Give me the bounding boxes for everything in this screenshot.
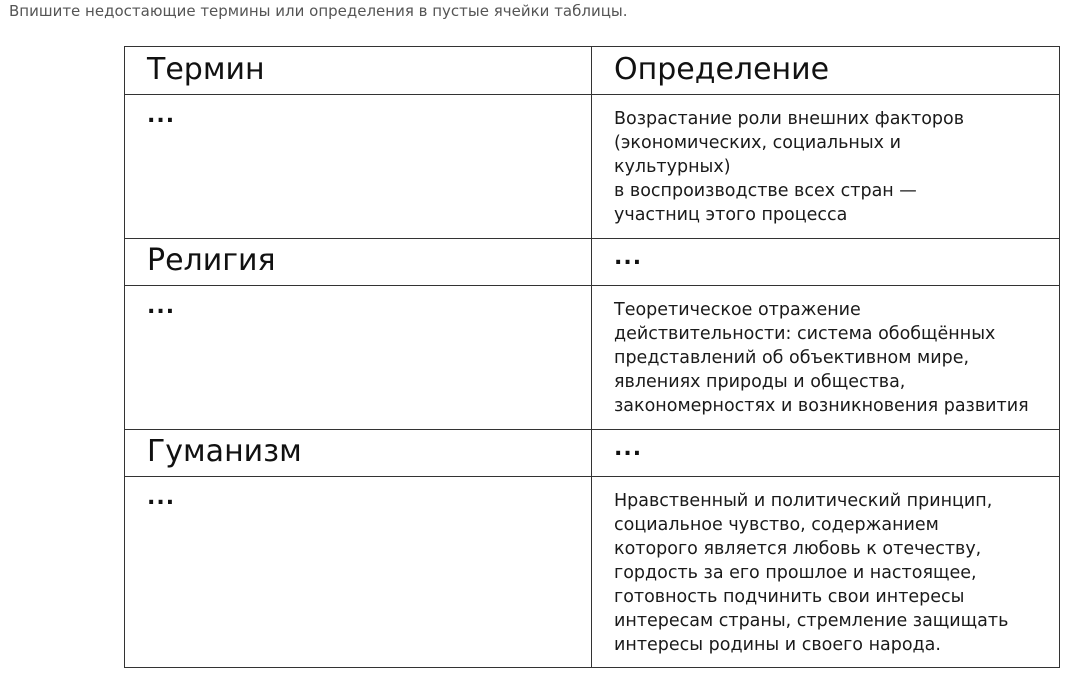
term-cell: Гуманизм xyxy=(125,430,592,477)
definition-text: Нравственный и политический принцип, социальное чувство, содержанием которого является любовь к отечеству, гордость за его прошлое и настоящее, готовность подчинить свои интересы интересам страны, стремление защищать интересы родины и своего народа. xyxy=(614,491,1009,655)
table-row xyxy=(125,95,1060,239)
table-header-row xyxy=(125,47,1060,95)
definition-cell-empty[interactable] xyxy=(592,239,1060,286)
term-cell-empty[interactable] xyxy=(125,477,592,668)
term-cell: Религия xyxy=(125,239,592,286)
task-instruction: Впишите недостающие термины или определения в пустые ячейки таблицы. xyxy=(9,2,628,20)
definition-cell xyxy=(592,286,1060,430)
missing-term-placeholder: ... xyxy=(147,294,176,319)
table-row xyxy=(125,239,1060,286)
table-row xyxy=(125,477,1060,668)
table-row xyxy=(125,430,1060,477)
header-term: Термин xyxy=(125,47,592,95)
definition-text: Возрастание роли внешних факторов (экономических, социальных и культурных) в воспроизводстве всех стран — участниц этого процесса xyxy=(614,109,965,225)
definition-cell xyxy=(592,477,1060,668)
missing-term-placeholder: ... xyxy=(147,485,176,510)
definition-text: Теоретическое отражение действительности: система обобщённых представлений об объективном мире, явлениях природы и общества, закономерностях и возникновения развития xyxy=(614,300,1029,416)
definition-cell-empty[interactable] xyxy=(592,430,1060,477)
definition-cell xyxy=(592,95,1060,239)
missing-term-placeholder: ... xyxy=(147,103,176,128)
missing-definition-placeholder: ... xyxy=(614,245,643,270)
terms-definitions-table xyxy=(124,46,1060,668)
term-cell-empty[interactable] xyxy=(125,95,592,239)
table-row xyxy=(125,286,1060,430)
header-definition: Определение xyxy=(592,47,1060,95)
missing-definition-placeholder: ... xyxy=(614,436,643,461)
term-cell-empty[interactable] xyxy=(125,286,592,430)
